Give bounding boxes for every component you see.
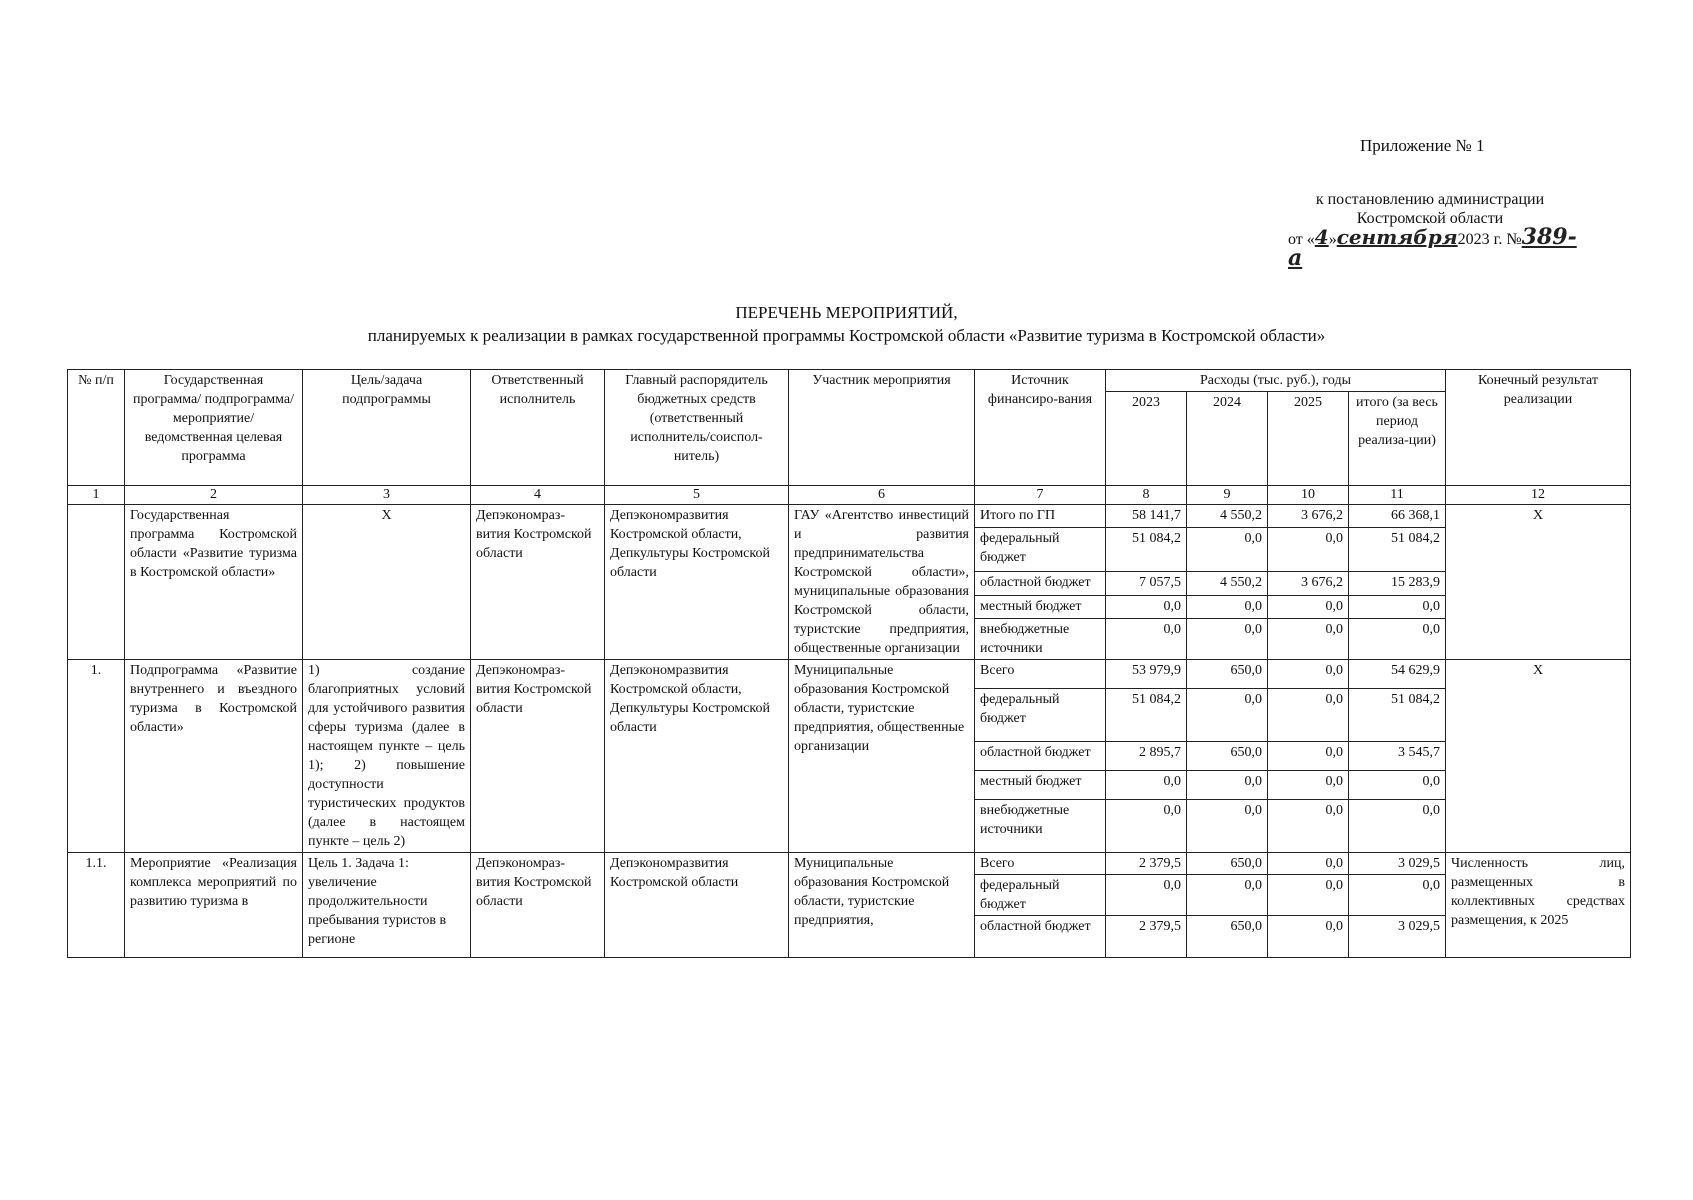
col-number: 5 — [605, 486, 789, 505]
value-total: 66 368,1 — [1349, 505, 1446, 528]
value-2023: 0,0 — [1106, 799, 1187, 852]
source-cell: областной бюджет — [975, 742, 1106, 771]
appendix-label: Приложение № 1 — [1360, 136, 1485, 155]
value-2024: 4 550,2 — [1187, 572, 1268, 595]
value-total: 51 084,2 — [1349, 688, 1446, 741]
header-responsible: Ответственный исполнитель — [471, 370, 605, 486]
source-cell: областной бюджет — [975, 572, 1106, 595]
date-prefix: от « — [1288, 231, 1315, 248]
program-name: Подпрограмма «Развитие внутреннего и въездного туризма в Костромской области» — [125, 660, 303, 853]
value-2023: 2 379,5 — [1106, 916, 1187, 958]
value-2023: 0,0 — [1106, 619, 1187, 660]
col-number: 6 — [789, 486, 975, 505]
value-2024: 0,0 — [1187, 875, 1268, 916]
value-2024: 0,0 — [1187, 770, 1268, 799]
col-number: 7 — [975, 486, 1106, 505]
col-number: 12 — [1446, 486, 1631, 505]
participant-cell: Муниципальные образования Костромской области, туристские предприятия, общественные организации — [789, 660, 975, 853]
value-total: 0,0 — [1349, 619, 1446, 660]
document-title: ПЕРЕЧЕНЬ МЕРОПРИЯТИЙ, — [735, 303, 958, 322]
row-num: 1.1. — [68, 853, 125, 958]
date-day-handwritten: 4 — [1314, 225, 1329, 249]
value-total: 3 545,7 — [1349, 742, 1446, 771]
value-2025: 3 676,2 — [1268, 505, 1349, 528]
responsible-cell: Депэкономраз-вития Костромской области — [471, 505, 605, 660]
col-number: 8 — [1106, 486, 1187, 505]
col-number: 11 — [1349, 486, 1446, 505]
decree-reference — [1280, 190, 1580, 270]
value-2023: 0,0 — [1106, 770, 1187, 799]
table-header-row — [68, 370, 1631, 392]
value-2024: 0,0 — [1187, 799, 1268, 852]
header-year-2023: 2023 — [1106, 392, 1187, 486]
value-2024: 650,0 — [1187, 742, 1268, 771]
activities-table — [67, 369, 1631, 958]
row-num: 1. — [68, 660, 125, 853]
responsible-cell: Депэкономраз-вития Костромской области — [471, 660, 605, 853]
participant-cell: Муниципальные образования Костромской области, туристские предприятия, — [789, 853, 975, 958]
value-total: 0,0 — [1349, 770, 1446, 799]
source-cell: федеральный бюджет — [975, 528, 1106, 572]
value-2024: 0,0 — [1187, 619, 1268, 660]
header-expenses: Расходы (тыс. руб.), годы — [1106, 370, 1446, 392]
value-total: 51 084,2 — [1349, 528, 1446, 572]
manager-cell: Депэкономразвития Костромской области — [605, 853, 789, 958]
col-number: 2 — [125, 486, 303, 505]
header-result: Конечный результат реализации — [1446, 370, 1631, 486]
value-2025: 3 676,2 — [1268, 572, 1349, 595]
document-subtitle: планируемых к реализации в рамках государственной программы Костромской области «Развитие туризма в Костромской области» — [367, 326, 1326, 345]
column-numbers-row — [68, 486, 1631, 505]
header-total: итого (за весь период реализа-ции) — [1349, 392, 1446, 486]
value-2023: 0,0 — [1106, 875, 1187, 916]
value-2024: 4 550,2 — [1187, 505, 1268, 528]
value-2025: 0,0 — [1268, 742, 1349, 771]
source-cell: местный бюджет — [975, 770, 1106, 799]
col-number: 4 — [471, 486, 605, 505]
value-2025: 0,0 — [1268, 595, 1349, 618]
participant-cell: ГАУ «Агентство инвестиций и развития предпринимательства Костромской области», муниципальные образования Костромской области, туристские предприятия, общественные организации — [789, 505, 975, 660]
source-cell: местный бюджет — [975, 595, 1106, 618]
value-2024: 650,0 — [1187, 660, 1268, 689]
decree-line-2: Костромской области — [1356, 210, 1504, 227]
header-participant: Участник мероприятия — [789, 370, 975, 486]
value-2024: 0,0 — [1187, 595, 1268, 618]
manager-cell: Депэкономразвития Костромской области, Депкультуры Костромской области — [605, 660, 789, 853]
value-2024: 650,0 — [1187, 853, 1268, 875]
value-2023: 51 084,2 — [1106, 528, 1187, 572]
value-2023: 53 979,9 — [1106, 660, 1187, 689]
value-2024: 650,0 — [1187, 916, 1268, 958]
row-num — [68, 505, 125, 660]
source-cell: Всего — [975, 853, 1106, 875]
decree-line-1: к постановлению администрации — [1315, 191, 1545, 208]
responsible-cell: Депэкономраз-вития Костромской области — [471, 853, 605, 958]
source-cell: внебюджетные источники — [975, 799, 1106, 852]
header-year-2024: 2024 — [1187, 392, 1268, 486]
goal-cell: 1) создание благоприятных условий для устойчивого развития сферы туризма (далее в настоящем пункте – цель 1); 2) повышение доступности туристических продуктов (далее в настоящем пункте – цель 2) — [303, 660, 471, 853]
date-month-handwritten: сентября — [1336, 225, 1458, 249]
value-total: 3 029,5 — [1349, 853, 1446, 875]
col-number: 10 — [1268, 486, 1349, 505]
doc-number-handwritten: 389-а — [1288, 224, 1577, 271]
header-num: № п/п — [68, 370, 125, 486]
value-2023: 58 141,7 — [1106, 505, 1187, 528]
date-mid: » — [1328, 231, 1337, 248]
value-2025: 0,0 — [1268, 688, 1349, 741]
header-program: Государственная программа/ подпрограмма/ мероприятие/ ведомственная целевая программа — [125, 370, 303, 486]
source-cell: внебюджетные источники — [975, 619, 1106, 660]
value-2025: 0,0 — [1268, 660, 1349, 689]
col-number: 1 — [68, 486, 125, 505]
result-cell: Численность лиц, размещенных в коллективных средствах размещения, к 2025 — [1446, 853, 1631, 958]
value-2023: 7 057,5 — [1106, 572, 1187, 595]
header-manager: Главный распорядитель бюджетных средств (ответственный исполнитель/соиспол-нитель) — [605, 370, 789, 486]
value-2025: 0,0 — [1268, 875, 1349, 916]
value-total: 54 629,9 — [1349, 660, 1446, 689]
value-2025: 0,0 — [1268, 770, 1349, 799]
value-2023: 2 379,5 — [1106, 853, 1187, 875]
value-2025: 0,0 — [1268, 916, 1349, 958]
col-number: 9 — [1187, 486, 1268, 505]
result-cell: X — [1446, 505, 1631, 660]
table-row — [68, 660, 1631, 689]
program-name: Государственная программа Костромской области «Развитие туризма в Костромской области» — [125, 505, 303, 660]
source-cell: федеральный бюджет — [975, 875, 1106, 916]
decree-date — [1280, 224, 1580, 271]
value-total: 3 029,5 — [1349, 916, 1446, 958]
result-cell: X — [1446, 660, 1631, 853]
table-row — [68, 853, 1631, 875]
goal-cell: Цель 1. Задача 1: увеличение продолжительности пребывания туристов в регионе — [303, 853, 471, 958]
program-name: Мероприятие «Реализация комплекса мероприятий по развитию туризма в — [125, 853, 303, 958]
value-2025: 0,0 — [1268, 799, 1349, 852]
value-2025: 0,0 — [1268, 619, 1349, 660]
value-total: 0,0 — [1349, 595, 1446, 618]
value-2023: 51 084,2 — [1106, 688, 1187, 741]
value-total: 0,0 — [1349, 875, 1446, 916]
goal-cell: X — [303, 505, 471, 660]
source-cell: федеральный бюджет — [975, 688, 1106, 741]
value-total: 0,0 — [1349, 799, 1446, 852]
value-2024: 0,0 — [1187, 688, 1268, 741]
value-2025: 0,0 — [1268, 853, 1349, 875]
value-2024: 0,0 — [1187, 528, 1268, 572]
source-cell: областной бюджет — [975, 916, 1106, 958]
value-2023: 2 895,7 — [1106, 742, 1187, 771]
col-number: 3 — [303, 486, 471, 505]
header-year-2025: 2025 — [1268, 392, 1349, 486]
table-row — [68, 505, 1631, 528]
header-goal: Цель/задача подпрограммы — [303, 370, 471, 486]
manager-cell: Депэкономразвития Костромской области, Депкультуры Костромской области — [605, 505, 789, 660]
value-2023: 0,0 — [1106, 595, 1187, 618]
value-2025: 0,0 — [1268, 528, 1349, 572]
source-cell: Итого по ГП — [975, 505, 1106, 528]
value-total: 15 283,9 — [1349, 572, 1446, 595]
date-year: 2023 г. № — [1457, 231, 1522, 248]
source-cell: Всего — [975, 660, 1106, 689]
header-source: Источник финансиро-вания — [975, 370, 1106, 486]
